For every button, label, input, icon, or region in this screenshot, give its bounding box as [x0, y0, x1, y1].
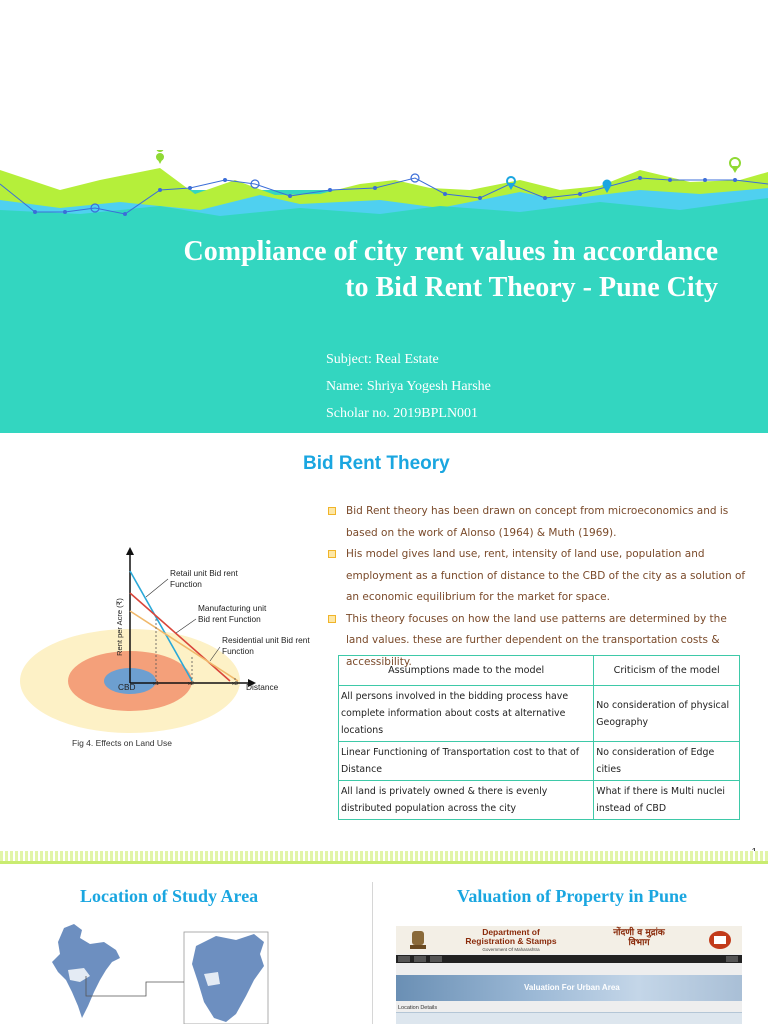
figure-caption: Fig 4. Effects on Land Use	[72, 738, 173, 748]
x3-label: x3	[232, 681, 238, 687]
subject-line: Subject: Real Estate	[326, 352, 439, 367]
portal-banner-title: Valuation For Urban Area	[524, 983, 620, 992]
x-axis-label: Distance	[246, 682, 279, 692]
bullet-text: Bid Rent theory has been drawn on concept from microeconomics and is based on the work of Alonso (1964) & Muth (1969).	[346, 505, 729, 539]
location-pin-icon	[730, 158, 740, 173]
residential-label: Residential unit Bid rent	[222, 635, 310, 645]
location-heading: Location of Study Area	[80, 886, 259, 906]
portal-marathi-title	[594, 928, 684, 948]
portal-marathi-line: नोंदणी व मुद्रांक	[613, 928, 665, 938]
table-cell: No consideration of physical Geography	[594, 686, 740, 742]
valuation-heading: Valuation of Property in Pune	[457, 886, 688, 906]
bid-rent-slide	[0, 433, 768, 850]
portal-department	[456, 928, 566, 946]
study-area-maps	[50, 922, 310, 1024]
portal-marathi-line: विभाग	[628, 938, 650, 948]
y-axis-label: Rent per Acre (₹)	[115, 598, 124, 656]
map-connector-line	[86, 976, 184, 996]
table-cell: All land is privately owned & there is evenly distributed population across the city	[339, 781, 594, 820]
name-line: Name: Shriya Yogesh Harshe	[326, 379, 491, 394]
slide-heading: Bid Rent Theory	[303, 453, 450, 474]
retail-label: Function	[170, 579, 202, 589]
bullet-item	[328, 544, 748, 609]
cbd-label: CBD	[118, 682, 136, 692]
location-pin-icon	[156, 150, 164, 164]
table-cell: No consideration of Edge cities	[594, 742, 740, 781]
bullet-item	[328, 501, 748, 544]
manufacturing-label: Bid rent Function	[198, 614, 261, 624]
column-divider	[372, 882, 373, 1024]
portal-nav-tab[interactable]	[726, 956, 738, 962]
title-slide	[0, 0, 768, 433]
portal-nav-bar	[396, 955, 742, 963]
table-cell: All persons involved in the bidding process have complete information about costs at alternative locations	[339, 686, 594, 742]
table-row	[339, 742, 740, 781]
presentation-title: Compliance of city rent values in accordance to Bid Rent Theory - Pune City	[183, 236, 718, 303]
portal-nav-tab[interactable]	[414, 956, 426, 962]
table-cell: What if there is Multi nuclei instead of CBD	[594, 781, 740, 820]
portal-department-line: Registration & Stamps	[465, 936, 557, 946]
x2-label: x2	[188, 681, 194, 687]
table-row	[339, 686, 740, 742]
study-area-slide	[0, 864, 768, 1024]
portal-header	[396, 926, 742, 954]
assumptions-table	[338, 655, 740, 820]
scholar-line: Scholar no. 2019BPLN001	[326, 406, 479, 421]
column-header: Assumptions made to the model	[339, 656, 594, 686]
portal-banner	[396, 975, 742, 1001]
valuation-portal-screenshot	[396, 926, 742, 1024]
manufacturing-pointer	[176, 619, 196, 633]
portal-department-line: Department of	[482, 927, 540, 937]
table-header-row	[339, 656, 740, 686]
slide-divider-stripe	[0, 851, 768, 861]
bid-rent-diagram	[20, 545, 330, 755]
table-cell: Linear Functioning of Transportation cost to that of Distance	[339, 742, 594, 781]
bullet-list	[328, 501, 748, 673]
portal-nav-tab[interactable]	[398, 956, 410, 962]
maharashtra-map-icon	[192, 934, 264, 1022]
portal-government-label: Government Of Maharashtra	[482, 947, 540, 952]
emblem-icon	[408, 929, 428, 951]
portal-nav-tab[interactable]	[430, 956, 442, 962]
manufacturing-label: Manufacturing unit	[198, 603, 267, 613]
bullet-text: This theory focuses on how the land use patterns are determined by the land values. these are further dependent on the transportation costs & accessibility.	[346, 612, 727, 668]
department-logo-icon	[708, 930, 732, 950]
portal-location-label: Location Details	[398, 1005, 438, 1011]
bullet-text: His model gives land use, rent, intensity of land use, population and employment as a function of distance to the CBD of the city as a solution of an economic equilibrium for the market for space.	[346, 548, 746, 603]
y-axis-arrow-icon	[126, 547, 134, 555]
residential-label: Function	[222, 646, 254, 656]
x1-label: x1	[153, 681, 159, 687]
retail-pointer	[146, 579, 168, 597]
portal-form-row	[396, 1012, 742, 1024]
column-header: Criticism of the model	[594, 656, 740, 686]
retail-label: Retail unit Bid rent	[170, 568, 238, 578]
bullet-square-icon	[328, 507, 336, 515]
table-row	[339, 781, 740, 820]
